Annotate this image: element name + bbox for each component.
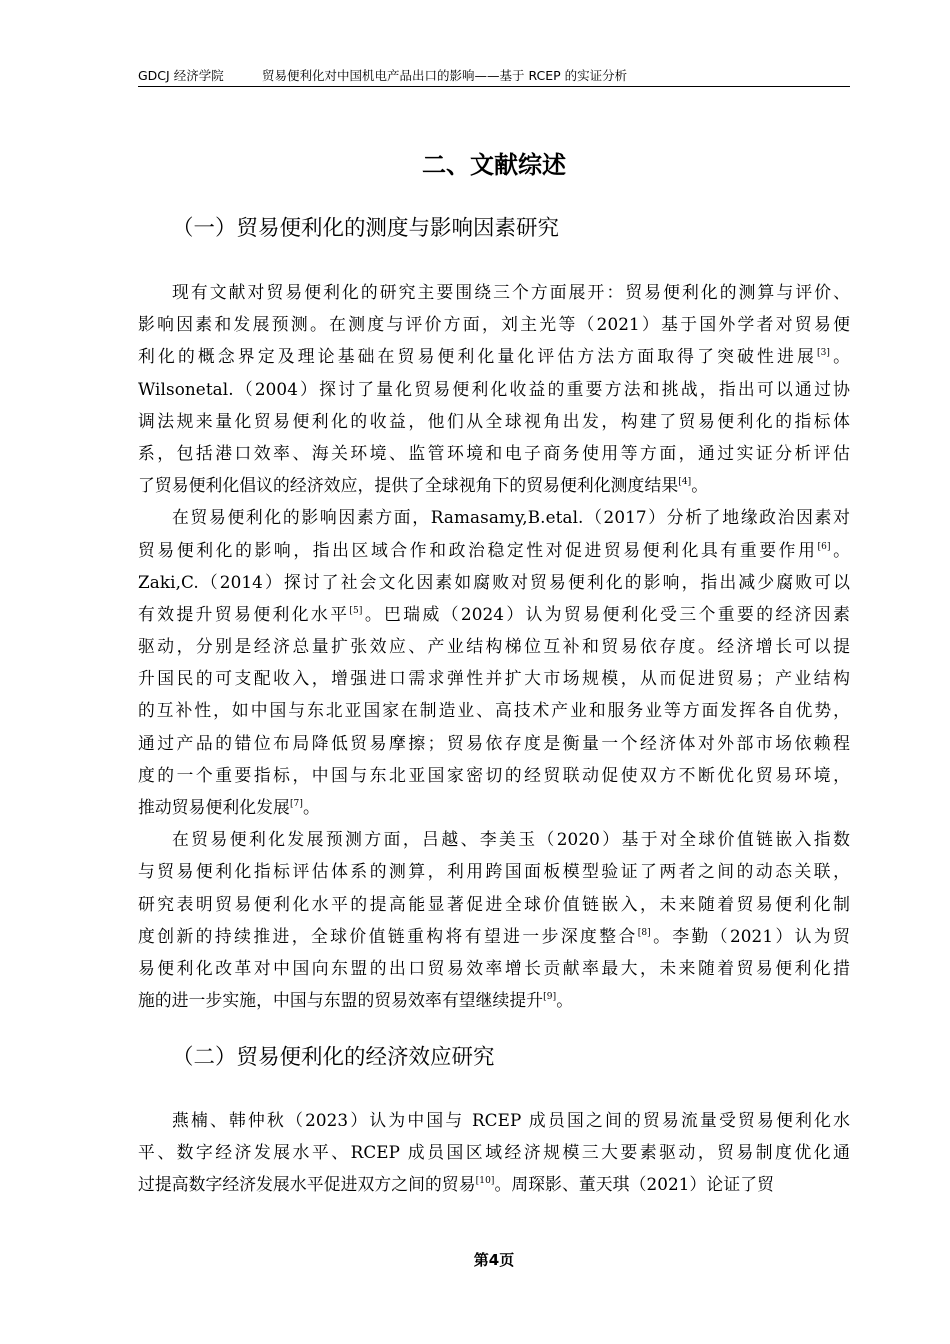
header-thesis-title: 贸易便利化对中国机电产品出口的影响——基于 RCEP 的实证分析 [262,68,628,83]
section-title-1: （一）贸易便利化的测度与影响因素研究 [172,216,560,241]
running-header [138,66,850,87]
paragraph-s1-p3 [138,823,850,1016]
text-line: 驱动，分别是经济总量扩张效应、产业结构梯位互补和贸易依存度。经济增长可以提 [138,636,850,657]
text-line: 易便利化改革对中国向东盟的出口贸易效率增长贡献率最大，未来随着贸易便利化措 [138,957,850,978]
line-text: 有效提升贸易便利化水平 [138,603,350,624]
text-line [138,598,850,630]
text-line: Wilsonetal.（2004）探讨了量化贸易便利化收益的重要方法和挑战，指出可以通过协 [138,378,850,399]
text-line: 的互补性，如中国与东北亚国家在制造业、高技术产业和服务业等方面发挥各自优势， [138,700,850,721]
line-text: 过提高数字经济发展水平促进双方之间的贸易 [138,1174,476,1195]
section2-body [138,1104,850,1201]
header-institution: GDCJ 经济学院 [138,68,224,83]
text-line [138,791,850,823]
text-line: 现有文献对贸易便利化的研究主要围绕三个方面展开：贸易便利化的测算与评价、 [172,282,850,302]
line-text-tail: 。李勤（2021）认为贸 [650,925,850,946]
line-text-tail: 。周琛影、董天琪（2021）论证了贸 [494,1174,774,1195]
line-text-tail: 。 [691,475,709,496]
paragraph-s1-p2 [138,501,850,823]
text-line: 在贸易便利化的影响因素方面，Ramasamy,B.etal.（2017）分析了地缘政治因素对 [172,507,850,528]
citation-ref: [9] [543,992,557,1003]
citation-ref: [5] [349,605,363,616]
text-line: 通过产品的错位布局降低贸易摩擦；贸易依存度是衡量一个经济体对外部市场依赖程 [138,732,850,753]
citation-ref: [7] [289,799,303,809]
text-line [138,534,850,566]
text-line [138,340,850,372]
chapter-title: 二、文献综述 [422,151,566,179]
citation-ref: [6] [817,541,831,552]
text-line: 平、数字经济发展水平、RCEP 成员国区域经济规模三大要素驱动，贸易制度优化通 [138,1142,850,1163]
text-line: 升国民的可支配收入，增强进口需求弹性并扩大市场规模，从而促进贸易；产业结构 [138,668,850,689]
text-line: 度的一个重要指标，中国与东北亚国家密切的经贸联动促使双方不断优化贸易环境， [138,764,850,785]
line-text-tail: 。巴瑞威（2024）认为贸易便利化受三个重要的经济因素 [362,603,850,624]
line-text-tail: 。 [556,990,574,1011]
text-line: 影响因素和发展预测。在测度与评价方面，刘主光等（2021）基于国外学者对贸易便 [138,314,850,335]
line-text-tail: 。 [830,539,850,560]
page-number: 第4页 [473,1251,515,1269]
text-line: 系，包括港口效率、海关环境、监管环境和电子商务使用等方面，通过实证分析评估 [138,442,850,463]
line-text-tail: 。 [303,797,320,817]
citation-ref: [3] [816,348,831,359]
line-text: 了贸易便利化倡议的经济效应，提供了全球视角下的贸易便利化测度结果 [138,475,679,496]
text-line [138,984,850,1016]
text-line: 在贸易便利化发展预测方面，吕越、李美玉（2020）基于对全球价值链嵌入指数 [172,829,850,850]
line-text: 贸易便利化的影响，指出区域合作和政治稳定性对促进贸易便利化具有重要作用 [138,539,818,560]
text-line: 燕楠、韩仲秋（2023）认为中国与 RCEP 成员国之间的贸易流量受贸易便利化水 [172,1110,850,1130]
citation-ref: [10] [475,1176,495,1187]
citation-ref: [8] [637,927,651,938]
section1-body [138,276,850,1016]
line-text: 施的进一步实施，中国与东盟的贸易效率有望继续提升 [138,990,544,1011]
text-line [138,920,850,952]
line-text-tail: 。 [830,346,851,367]
paragraph-s2-p1 [138,1104,850,1201]
text-line: 研究表明贸易便利化水平的提高能显著促进全球价值链嵌入，未来随着贸易便利化制 [138,893,850,914]
paragraph-s1-p1 [138,276,850,501]
text-line: 与贸易便利化指标评估体系的测算，利用跨国面板模型验证了两者之间的动态关联， [138,861,850,882]
citation-ref: [4] [678,477,692,488]
text-line [138,469,850,501]
section-title-2: （二）贸易便利化的经济效应研究 [172,1045,495,1070]
text-line: Zaki,C.（2014）探讨了社会文化因素如腐败对贸易便利化的影响，指出减少腐败可以 [138,571,850,592]
text-line [138,1168,850,1200]
line-text: 推动贸易便利化发展 [138,797,290,817]
text-line: 调法规来量化贸易便利化的收益，他们从全球视角出发，构建了贸易便利化的指标体 [138,410,850,431]
line-text: 利化的概念界定及理论基础在贸易便利化量化评估方法方面取得了突破性进展 [138,346,817,367]
line-text: 度创新的持续推进，全球价值链重构将有望进一步深度整合 [138,925,638,946]
